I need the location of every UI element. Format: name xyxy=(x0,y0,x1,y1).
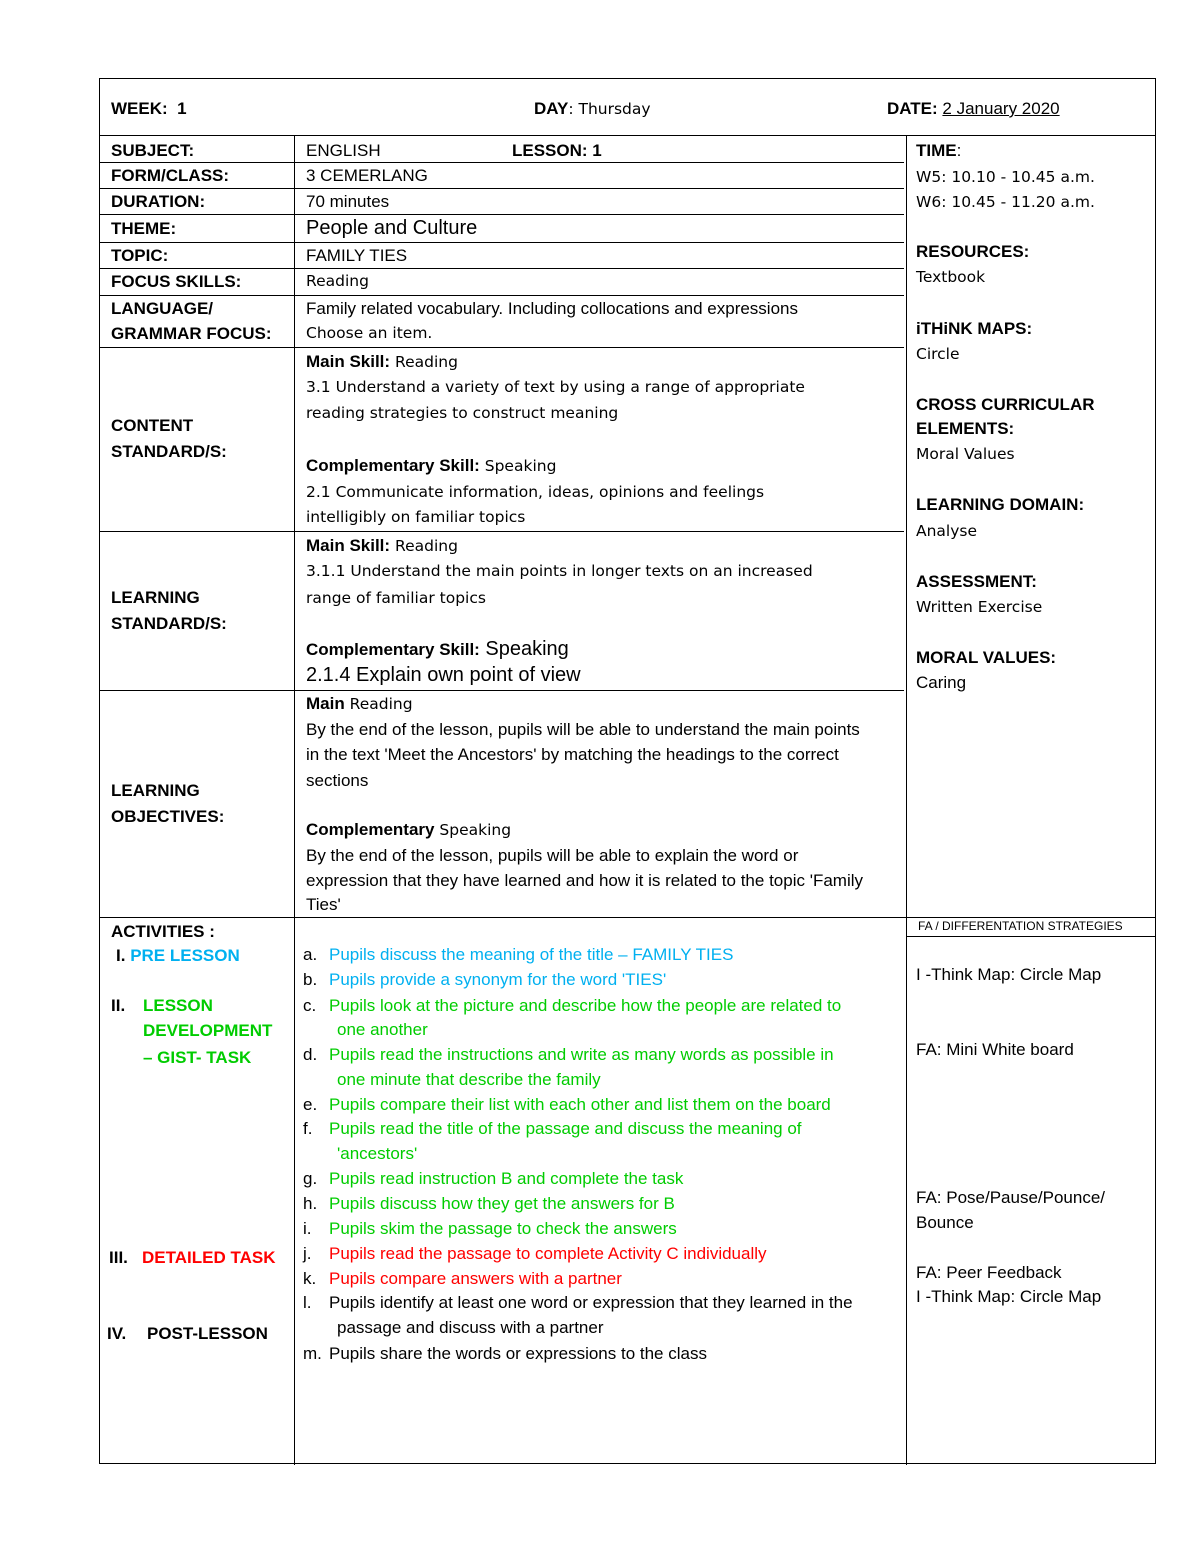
fa-item: FA: Pose/Pause/Pounce/ xyxy=(916,1188,1106,1207)
language-label: LANGUAGE/ xyxy=(111,299,213,318)
fa-item: FA: Peer Feedback xyxy=(916,1263,1062,1282)
list-item: i. Pupils skim the passage to check the answers xyxy=(303,1219,677,1238)
divider xyxy=(100,347,904,348)
divider xyxy=(100,135,1155,136)
topic-value: FAMILY TIES xyxy=(306,246,408,265)
subject-value: ENGLISH xyxy=(306,141,381,160)
objectives-main-line: in the text 'Meet the Ancestors' by matching the headings to the correct xyxy=(306,745,839,764)
objectives-comp-line: expression that they have learned and how it is related to the topic 'Family xyxy=(306,871,863,890)
divider xyxy=(906,135,907,1465)
duration-label: DURATION: xyxy=(111,192,206,211)
list-item: f. Pupils read the title of the passage and discuss the meaning of xyxy=(303,1119,802,1138)
fa-item: FA: Mini White board xyxy=(916,1040,1074,1059)
stage-development: – GIST- TASK xyxy=(143,1048,252,1067)
objectives-comp-line: By the end of the lesson, pupils will be able to explain the word or xyxy=(306,846,799,865)
list-item: e. Pupils compare their list with each other and list them on the board xyxy=(303,1095,831,1114)
learning-main-line: range of familiar topics xyxy=(306,589,486,607)
list-item: h. Pupils discuss how they get the answers for B xyxy=(303,1194,675,1213)
moral-values-label: MORAL VALUES: xyxy=(916,648,1057,667)
ithink-value: Circle xyxy=(916,345,960,363)
stage-development: LESSON xyxy=(143,996,213,1015)
assessment-value: Written Exercise xyxy=(916,598,1043,616)
divider xyxy=(100,188,904,189)
focus-value: Reading xyxy=(306,272,369,290)
learning-standard-label: STANDARD/S: xyxy=(111,614,227,633)
learning-main-skill: Main Skill: Reading xyxy=(306,536,458,555)
time-slot: W6: 10.45 - 11.20 a.m. xyxy=(916,193,1095,211)
content-main-skill: Main Skill: Reading xyxy=(306,352,458,371)
stage-detailed-task: DETAILED TASK xyxy=(142,1248,276,1267)
objectives-label: LEARNING xyxy=(111,781,200,800)
divider xyxy=(294,135,295,1465)
form-value: 3 CEMERLANG xyxy=(306,166,428,185)
fa-item: I -Think Map: Circle Map xyxy=(916,1287,1102,1306)
learning-standard-label: LEARNING xyxy=(111,588,200,607)
date-field: DATE: 2 January 2020 xyxy=(887,99,1060,118)
resources-value: Textbook xyxy=(916,268,986,286)
list-item-continued: passage and discuss with a partner xyxy=(337,1318,604,1337)
cross-curricular-label: ELEMENTS: xyxy=(916,419,1015,438)
divider xyxy=(100,214,904,215)
list-item: d. Pupils read the instructions and write as many words as possible in xyxy=(303,1045,834,1064)
assessment-label: ASSESSMENT: xyxy=(916,572,1037,591)
stage-number: IV. xyxy=(107,1324,127,1343)
list-item: m. Pupils share the words or expressions to the class xyxy=(303,1344,707,1363)
content-comp-line: 2.1 Communicate information, ideas, opinions and feelings xyxy=(306,483,765,501)
moral-values-value: Caring xyxy=(916,673,967,692)
topic-label: TOPIC: xyxy=(111,246,169,265)
learning-comp-line: 2.1.4 Explain own point of view xyxy=(306,664,581,686)
week-label: WEEK: 1 xyxy=(111,99,187,118)
language-placeholder: Choose an item. xyxy=(306,324,433,342)
list-item: l. Pupils identify at least one word or expression that they learned in the xyxy=(303,1293,853,1312)
cross-curricular-value: Moral Values xyxy=(916,445,1015,463)
objectives-comp-line: Ties' xyxy=(306,895,341,914)
content-standard-label: STANDARD/S: xyxy=(111,442,227,461)
day-field: DAY: Thursday xyxy=(534,99,651,118)
stage-pre-lesson: I. PRE LESSON xyxy=(116,946,240,965)
objectives-comp: Complementary Speaking xyxy=(306,820,512,839)
objectives-main-line: sections xyxy=(306,771,369,790)
subject-label: SUBJECT: xyxy=(111,141,195,160)
theme-label: THEME: xyxy=(111,219,177,238)
resources-label: RESOURCES: xyxy=(916,242,1030,261)
ithink-label: iTHiNK MAPS: xyxy=(916,319,1033,338)
divider xyxy=(906,936,1155,937)
lesson-plan-table xyxy=(99,78,1156,1464)
learning-domain-value: Analyse xyxy=(916,522,978,540)
focus-label: FOCUS SKILLS: xyxy=(111,272,242,291)
list-item: g. Pupils read instruction B and complete the task xyxy=(303,1169,684,1188)
fa-item: Bounce xyxy=(916,1213,974,1232)
language-value: Family related vocabulary. Including collocations and expressions xyxy=(306,299,798,318)
stage-number: II. xyxy=(111,996,126,1015)
learning-domain-label: LEARNING DOMAIN: xyxy=(916,495,1085,514)
list-item-continued: one another xyxy=(337,1020,428,1039)
divider xyxy=(100,690,904,691)
list-item-continued: 'ancestors' xyxy=(337,1144,418,1163)
time-label: TIME: xyxy=(916,141,962,160)
lesson-label: LESSON: 1 xyxy=(512,141,602,160)
language-label: GRAMMAR FOCUS: xyxy=(111,324,272,343)
objectives-label: OBJECTIVES: xyxy=(111,807,225,826)
time-slot: W5: 10.10 - 10.45 a.m. xyxy=(916,168,1095,186)
objectives-main-line: By the end of the lesson, pupils will be able to understand the main points xyxy=(306,720,860,739)
content-main-line: reading strategies to construct meaning xyxy=(306,404,619,422)
duration-value: 70 minutes xyxy=(306,192,390,211)
objectives-main: Main Reading xyxy=(306,694,413,713)
list-item: b. Pupils provide a synonym for the word 'TIES' xyxy=(303,970,667,989)
learning-main-line: 3.1.1 Understand the main points in longer texts on an increased xyxy=(306,562,813,580)
content-standard-label: CONTENT xyxy=(111,416,194,435)
list-item: j. Pupils read the passage to complete Activity C individually xyxy=(303,1244,767,1263)
divider xyxy=(100,242,904,243)
stage-post-lesson: POST-LESSON xyxy=(147,1324,268,1343)
learning-comp-skill: Complementary Skill: Speaking xyxy=(306,638,569,660)
fa-item: I -Think Map: Circle Map xyxy=(916,965,1102,984)
fa-header: FA / DIFFERENTATION STRATEGIES xyxy=(918,919,1123,933)
activities-label: ACTIVITIES : xyxy=(111,922,215,941)
form-label: FORM/CLASS: xyxy=(111,166,230,185)
content-comp-line: intelligibly on familiar topics xyxy=(306,508,526,526)
cross-curricular-label: CROSS CURRICULAR xyxy=(916,395,1095,414)
stage-number: III. xyxy=(109,1248,128,1267)
list-item-continued: one minute that describe the family xyxy=(337,1070,601,1089)
list-item: a. Pupils discuss the meaning of the title – FAMILY TIES xyxy=(303,945,734,964)
theme-value: People and Culture xyxy=(306,217,478,239)
list-item: c. Pupils look at the picture and describe how the people are related to xyxy=(303,996,842,1015)
divider xyxy=(100,531,904,532)
content-main-line: 3.1 Understand a variety of text by using a range of appropriate xyxy=(306,378,805,396)
content-comp-skill: Complementary Skill: Speaking xyxy=(306,456,557,475)
stage-development: DEVELOPMENT xyxy=(143,1021,273,1040)
list-item: k. Pupils compare answers with a partner xyxy=(303,1269,622,1288)
